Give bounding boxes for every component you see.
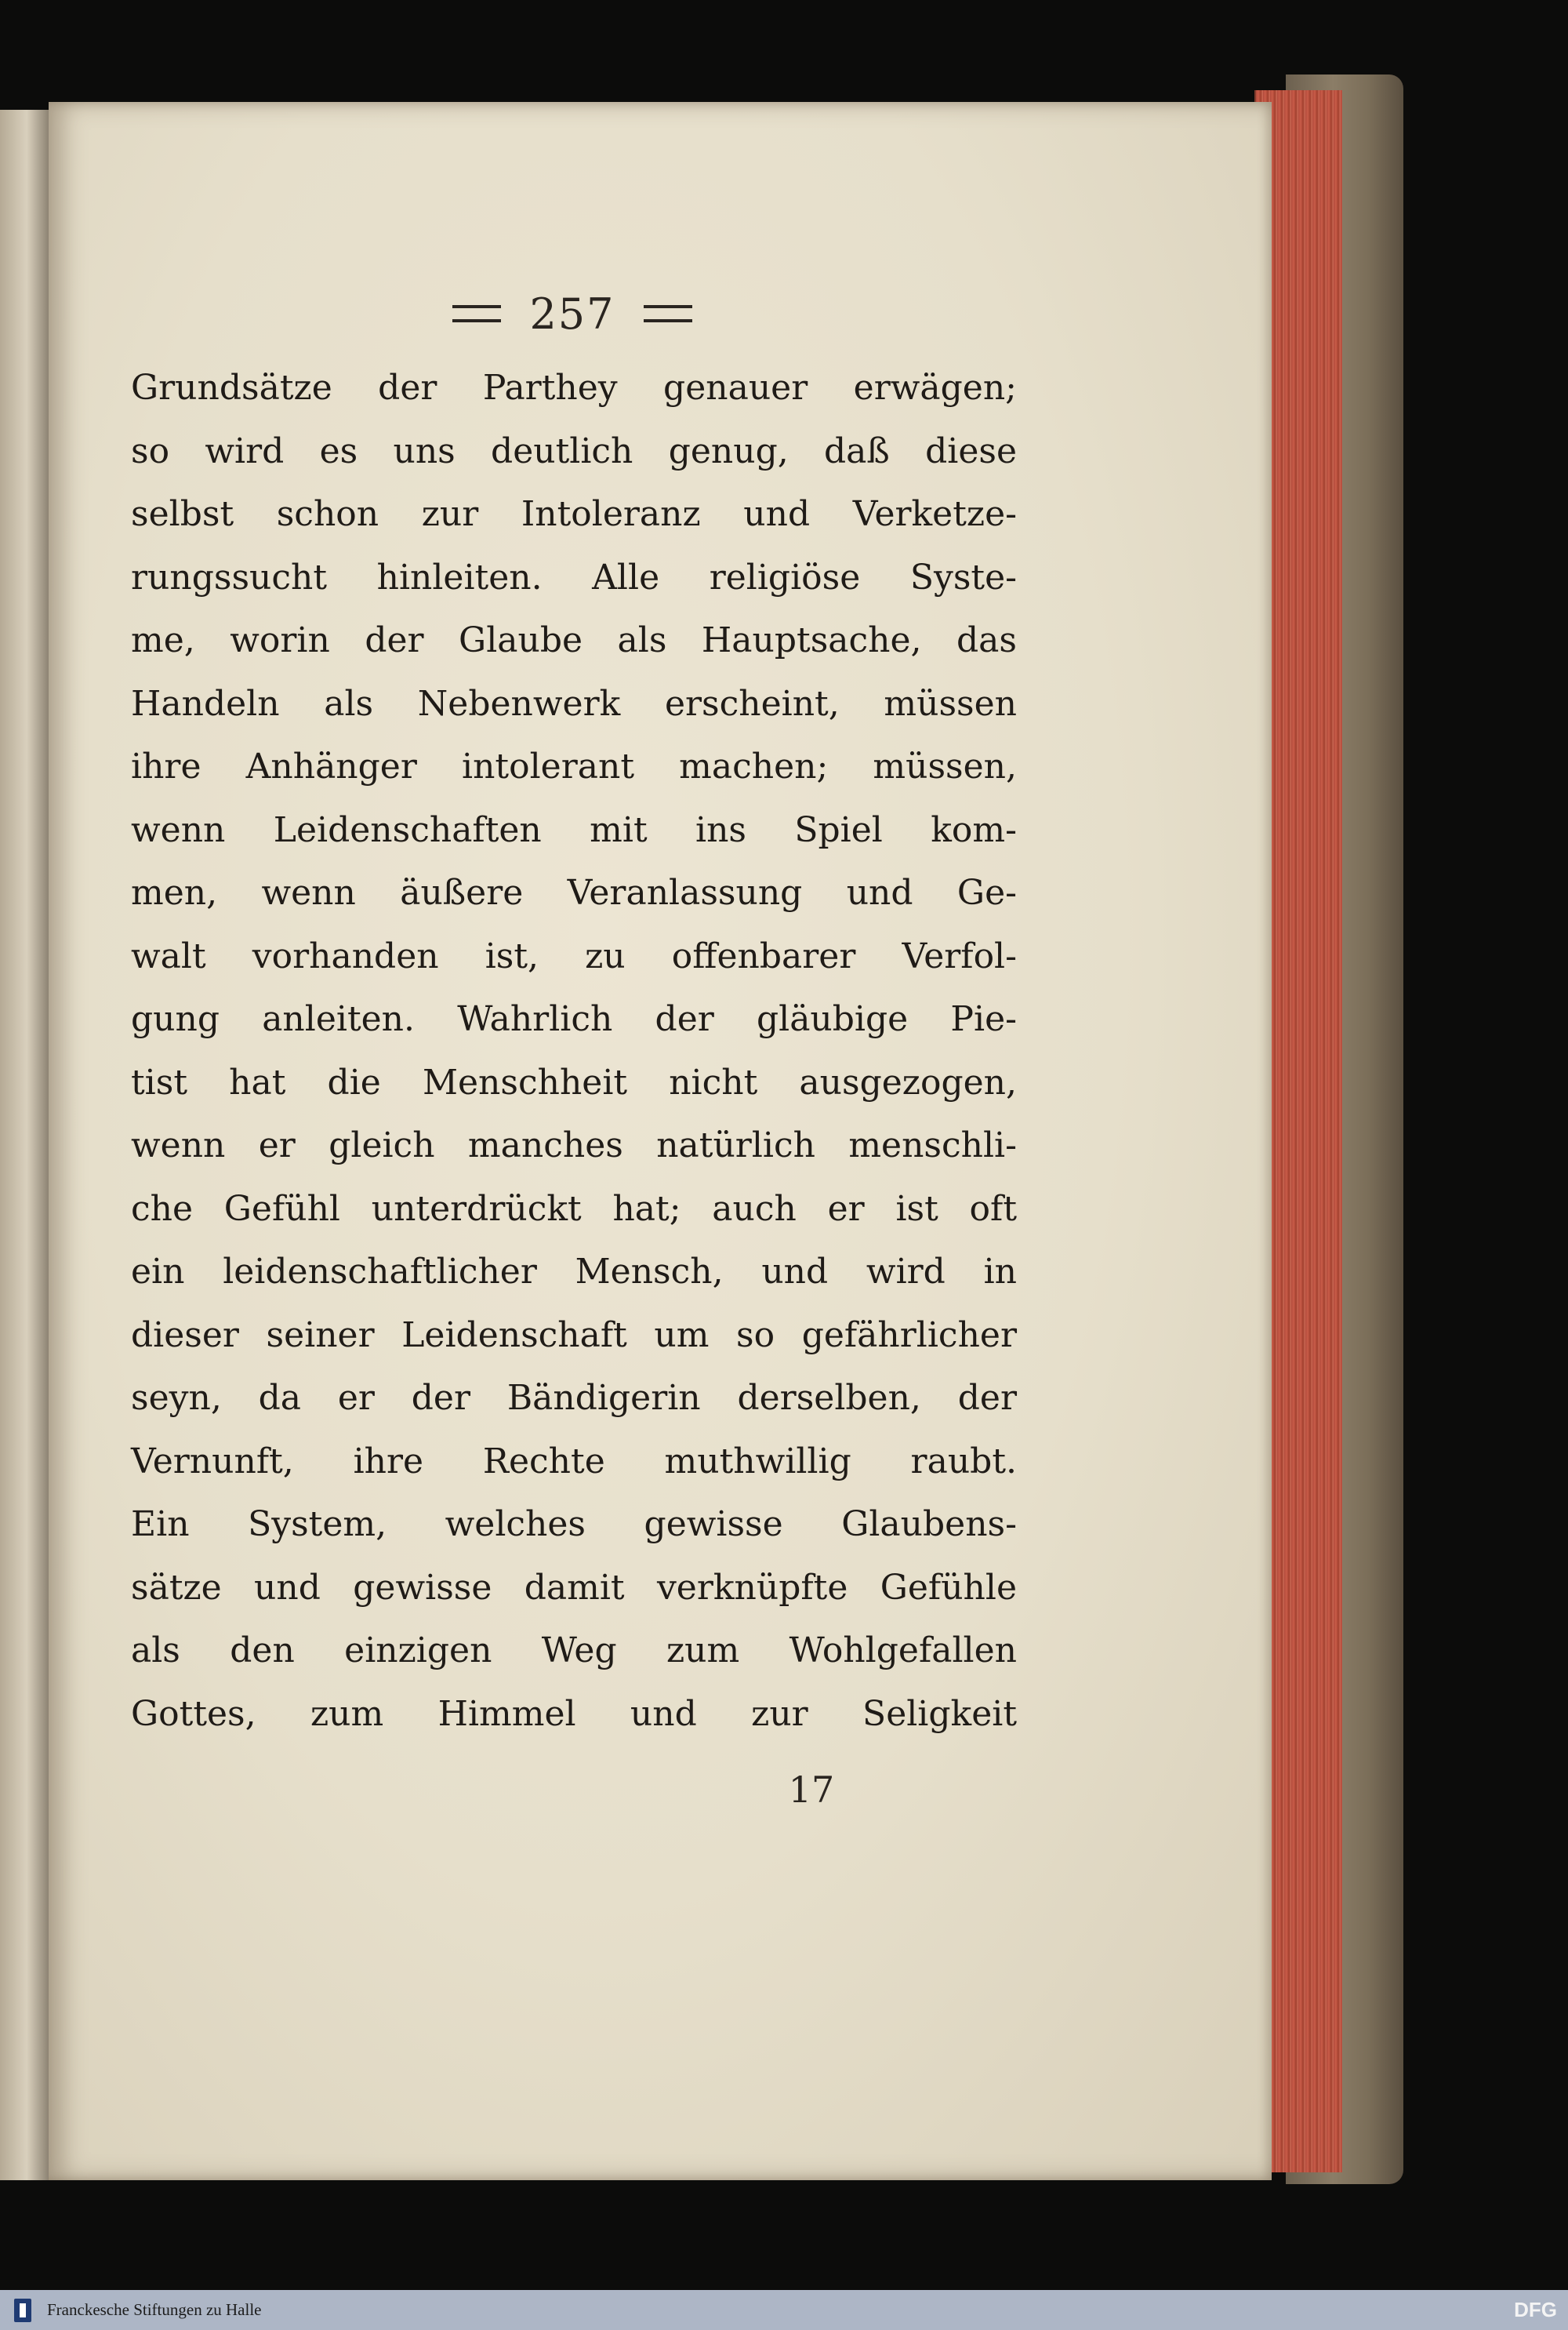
text-line: ihre Anhänger intolerant machen; müssen, [131, 747, 1017, 787]
text-line: dieser seiner Leidenschaft um so gefährlicher [131, 1314, 1017, 1355]
text-line: men, wenn äußere Veranlassung und Ge- [131, 873, 1017, 913]
text-line: so wird es uns deutlich genug, daß diese [131, 431, 1017, 471]
text-line: Grundsätze der Parthey genauer erwägen; [131, 368, 1017, 408]
header-rule-right [644, 305, 692, 322]
text-line: gung anleiten. Wahrlich der gläubige Pie- [131, 999, 1017, 1039]
text-line: selbst schon zur Intoleranz und Verketze- [131, 494, 1017, 534]
page-number: 257 [529, 289, 615, 339]
footer-bar [0, 2290, 1568, 2330]
page-header [408, 282, 737, 345]
text-line: wenn er gleich manches natürlich menschli- [131, 1125, 1017, 1165]
text-line: walt vorhanden ist, zu offenbarer Verfol- [131, 936, 1017, 976]
text-line: tist hat die Menschheit nicht ausgezogen, [131, 1062, 1017, 1103]
footer-source: Franckesche Stiftungen zu Halle [47, 2300, 262, 2319]
institution-logo-icon [14, 2299, 31, 2322]
text-line: seyn, da er der Bändigerin derselben, der [131, 1378, 1017, 1418]
body-text [131, 357, 1017, 1746]
text-line: ein leidenschaftlicher Mensch, und wird in [131, 1252, 1017, 1292]
text-line: rungssucht hinleiten. Alle religiöse Syste- [131, 557, 1017, 598]
text-line: che Gefühl unterdrückt hat; auch er ist oft [131, 1188, 1017, 1229]
dfg-logo: DFG [1514, 2298, 1557, 2321]
text-line: Handeln als Nebenwerk erscheint, müssen [131, 683, 1017, 724]
text-line: als den einzigen Weg zum Wohlgefallen [131, 1630, 1017, 1670]
facing-page-edge [0, 110, 49, 2180]
header-rule-left [452, 305, 501, 322]
text-line: sätze und gewisse damit verknüpfte Gefühle [131, 1567, 1017, 1608]
signature-mark: 17 [788, 1768, 835, 1811]
text-line: Ein System, welches gewisse Glaubens- [131, 1504, 1017, 1544]
text-line: Gottes, zum Himmel und zur Seligkeit [131, 1693, 1017, 1734]
text-line: Vernunft, ihre Rechte muthwillig raubt. [131, 1441, 1017, 1481]
text-line: me, worin der Glaube als Hauptsache, das [131, 620, 1017, 660]
text-line: wenn Leidenschaften mit ins Spiel kom- [131, 809, 1017, 850]
